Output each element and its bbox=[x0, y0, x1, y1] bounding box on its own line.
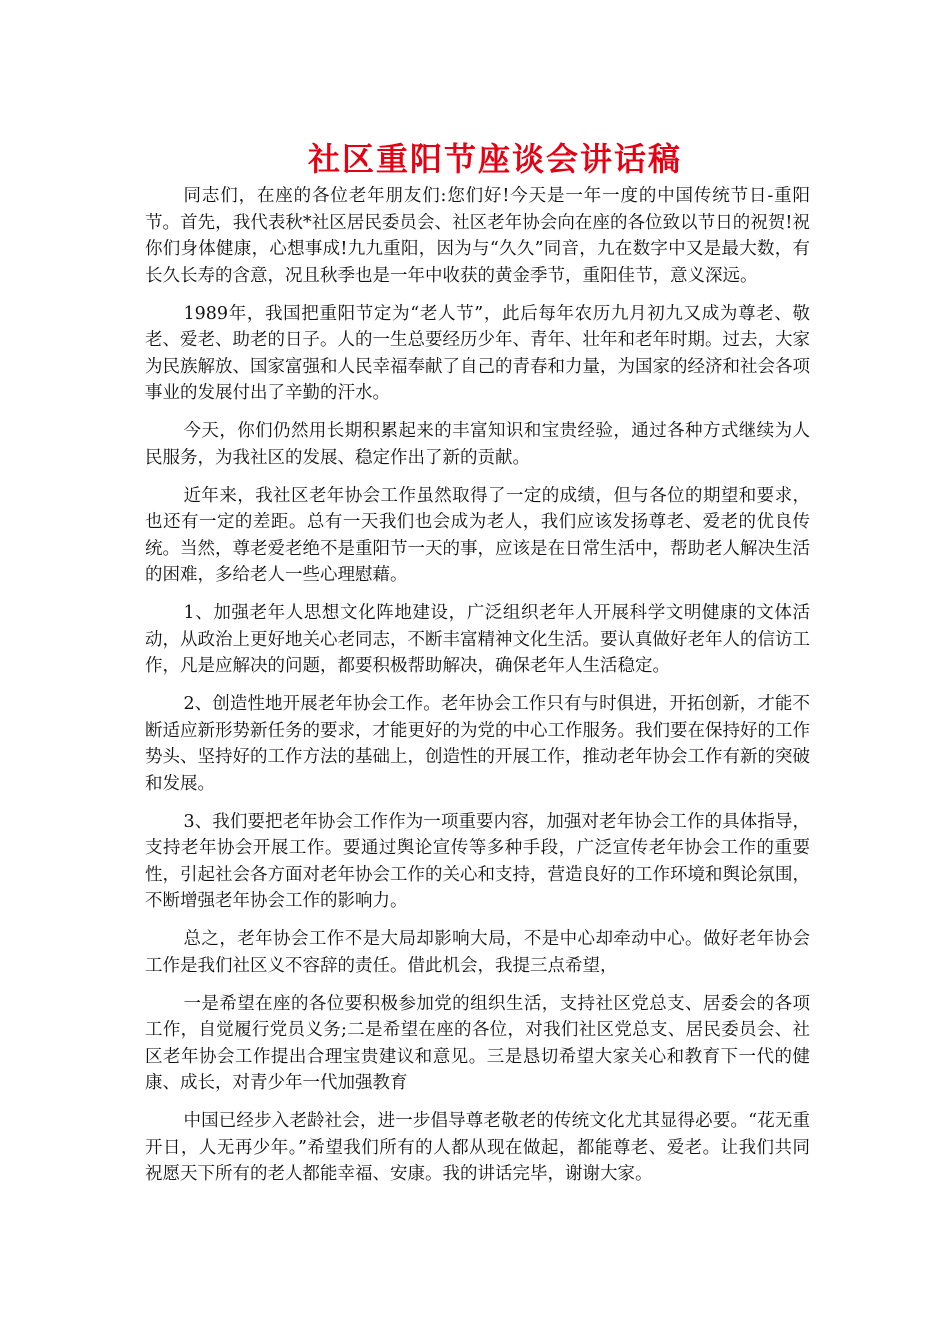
document-body bbox=[145, 183, 810, 1199]
paragraph-8: 总之，老年协会工作不是大局却影响大局，不是中心却牵动中心。做好老年协会工作是我们社区义不容辞的责任。借此机会，我提三点希望， bbox=[145, 929, 810, 976]
paragraph-1: 同志们，在座的各位老年朋友们:您们好!今天是一年一度的中国传统节日-重阳节。首先，我代表秋*社区居民委员会、社区老年协会向在座的各位致以节日的祝贺!祝你们身体健康，心想事成!九九重阳，因为与“久久”同音，九在数字中又是最大数，有长久长寿的含意，况且秋季也是一年中收获的黄金季节，重阳佳节，意义深远。 bbox=[145, 186, 810, 286]
document-title: 社区重阳节座谈会讲话稿 bbox=[307, 140, 682, 178]
paragraph-10: 中国已经步入老龄社会，进一步倡导尊老敬老的传统文化尤其显得必要。“花无重开日，人无再少年。”希望我们所有的人都从现在做起，都能尊老、爱老。让我们共同祝愿天下所有的老人都能幸福、安康。我的讲话完毕，谢谢大家。 bbox=[145, 1111, 810, 1184]
paragraph-4: 近年来，我社区老年协会工作虽然取得了一定的成绩，但与各位的期望和要求，也还有一定的差距。总有一天我们也会成为老人，我们应该发扬尊老、爱老的优良传统。当然，尊老爱老绝不是重阳节一天的事，应该是在日常生活中，帮助老人解决生活的困难，多给老人一些心理慰藉。 bbox=[145, 485, 810, 585]
paragraph-6: 2、创造性地开展老年协会工作。老年协会工作只有与时俱进，开拓创新，才能不断适应新形势新任务的要求，才能更好的为党的中心工作服务。我们要在保持好的工作势头、坚持好的工作方法的基础上，创造性的开展工作，推动老年协会工作有新的突破和发展。 bbox=[145, 694, 810, 794]
paragraph-3: 今天，你们仍然用长期积累起来的丰富知识和宝贵经验，通过各种方式继续为人民服务，为我社区的发展、稳定作出了新的贡献。 bbox=[145, 421, 810, 468]
paragraph-2: 1989年，我国把重阳节定为“老人节”，此后每年农历九月初九又成为尊老、敬老、爱老、助老的日子。人的一生总要经历少年、青年、壮年和老年时期。过去，大家为民族解放、国家富强和人民幸福奉献了自己的青春和力量，为国家的经济和社会各项事业的发展付出了辛勤的汗水。 bbox=[145, 303, 810, 403]
paragraph-9: 一是希望在座的各位要积极参加党的组织生活，支持社区党总支、居委会的各项工作，自觉履行党员义务;二是希望在座的各位，对我们社区党总支、居民委员会、社区老年协会工作提出合理宝贵建议和意见。三是恳切希望大家关心和教育下一代的健康、成长，对青少年一代加强教育 bbox=[145, 993, 810, 1093]
paragraph-5: 1、加强老年人思想文化阵地建设，广泛组织老年人开展科学文明健康的文体活动，从政治上更好地关心老同志，不断丰富精神文化生活。要认真做好老年人的信访工作，凡是应解决的问题，都要积极帮助解决，确保老年人生活稳定。 bbox=[145, 603, 810, 676]
paragraph-7: 3、我们要把老年协会工作作为一项重要内容，加强对老年协会工作的具体指导，支持老年协会开展工作。要通过舆论宣传等多种手段，广泛宣传老年协会工作的重要性，引起社会各方面对老年协会工作的关心和支持，营造良好的工作环境和舆论氛围，不断增强老年协会工作的影响力。 bbox=[145, 811, 810, 911]
